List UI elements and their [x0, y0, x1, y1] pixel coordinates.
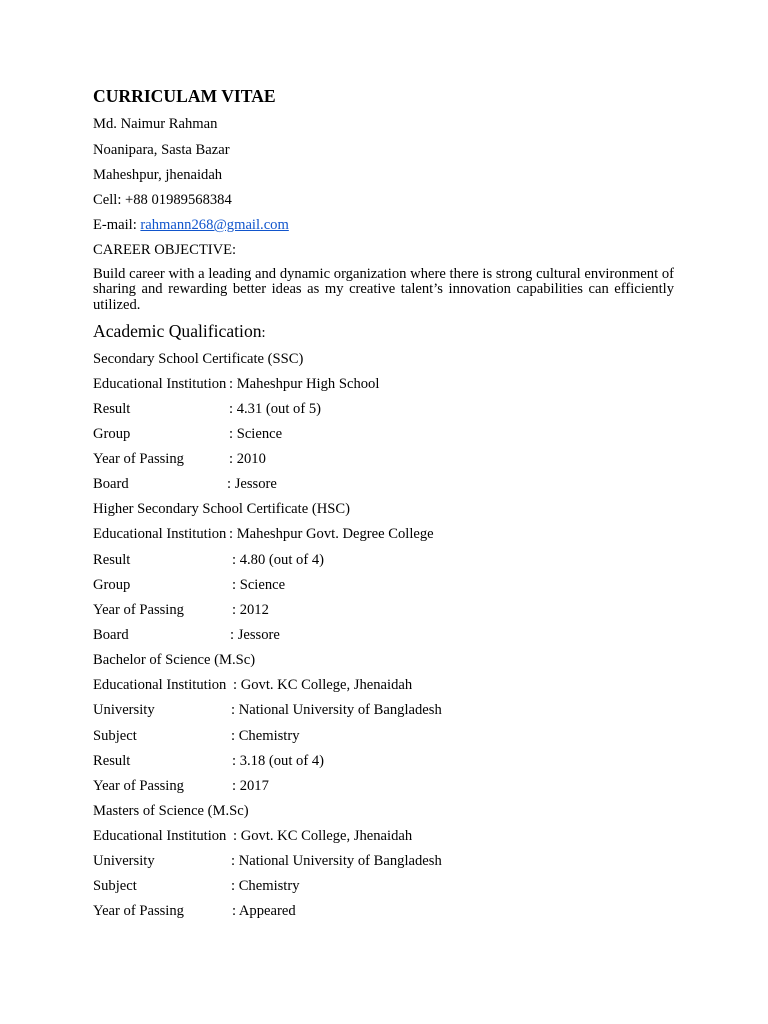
bsc-row-label: University [93, 702, 155, 718]
msc-row-value: : Govt. KC College, Jhenaidah [233, 828, 413, 844]
hsc-row-label: Group [93, 577, 131, 593]
ssc-row-label: Board [93, 476, 129, 492]
msc-row-value: : National University of Bangladesh [231, 853, 442, 869]
ssc-row-label: Educational Institution [93, 376, 227, 392]
bsc-row-value: : Govt. KC College, Jhenaidah [233, 677, 413, 693]
ssc-row-value: : 4.31 (out of 5) [229, 401, 322, 417]
career-objective-heading: CAREER OBJECTIVE: [93, 242, 237, 258]
ssc-row-value: : Jessore [227, 476, 277, 492]
hsc-row-value: : 4.80 (out of 4) [232, 552, 325, 568]
academic-qualification-heading [93, 322, 266, 342]
address-line-2: Maheshpur, jhenaidah [93, 167, 223, 183]
hsc-row-label: Educational Institution [93, 526, 227, 542]
ssc-row-value: : Maheshpur High School [229, 376, 380, 392]
cell-number: Cell: +88 01989568384 [93, 192, 232, 208]
bsc-row-value: : 3.18 (out of 4) [232, 753, 325, 769]
msc-row-value: : Appeared [232, 903, 296, 919]
ssc-row-label: Result [93, 401, 131, 417]
ssc-row-value: : 2010 [229, 451, 266, 467]
msc-row-label: Subject [93, 878, 137, 894]
bsc-row-label: Subject [93, 728, 137, 744]
bsc-row-value: : National University of Bangladesh [231, 702, 442, 718]
academic-heading-colon: : [261, 325, 266, 341]
msc-row-label: University [93, 853, 155, 869]
ssc-row-value: : Science [229, 426, 283, 442]
bsc-title: Bachelor of Science (M.Sc) [93, 652, 256, 668]
hsc-row-value: : Maheshpur Govt. Degree College [229, 526, 434, 542]
msc-row-label: Educational Institution [93, 828, 227, 844]
ssc-row-label: Group [93, 426, 131, 442]
ssc-title: Secondary School Certificate (SSC) [93, 351, 304, 367]
bsc-row-label: Year of Passing [93, 778, 184, 794]
bsc-row-value: : Chemistry [231, 728, 300, 744]
hsc-row-value: : 2012 [232, 602, 269, 618]
address-line-1: Noanipara, Sasta Bazar [93, 142, 230, 158]
msc-row-label: Year of Passing [93, 903, 184, 919]
email-line [93, 216, 289, 234]
msc-row-value: : Chemistry [231, 878, 300, 894]
email-link[interactable]: rahmann268@gmail.com [140, 217, 289, 233]
hsc-row-label: Year of Passing [93, 602, 184, 618]
bsc-row-value: : 2017 [232, 778, 269, 794]
document-title: CURRICULAM VITAE [93, 86, 276, 106]
ssc-row-label: Year of Passing [93, 451, 184, 467]
email-label: E-mail: [93, 217, 141, 233]
bsc-row-label: Result [93, 753, 131, 769]
hsc-row-label: Board [93, 627, 129, 643]
career-objective-text: Build career with a leading and dynamic organization where there is strong cultural environment of sharing and rewarding better ideas as my creative talent’s innovation capabilities can efficiently utilized. [93, 266, 674, 313]
hsc-row-value: : Science [232, 577, 286, 593]
hsc-row-value: : Jessore [230, 627, 280, 643]
hsc-row-label: Result [93, 552, 131, 568]
bsc-row-label: Educational Institution [93, 677, 227, 693]
academic-heading-text: Academic Qualification [93, 321, 262, 341]
msc-title: Masters of Science (M.Sc) [93, 803, 249, 819]
candidate-name: Md. Naimur Rahman [93, 116, 218, 132]
hsc-title: Higher Secondary School Certificate (HSC) [93, 501, 350, 517]
